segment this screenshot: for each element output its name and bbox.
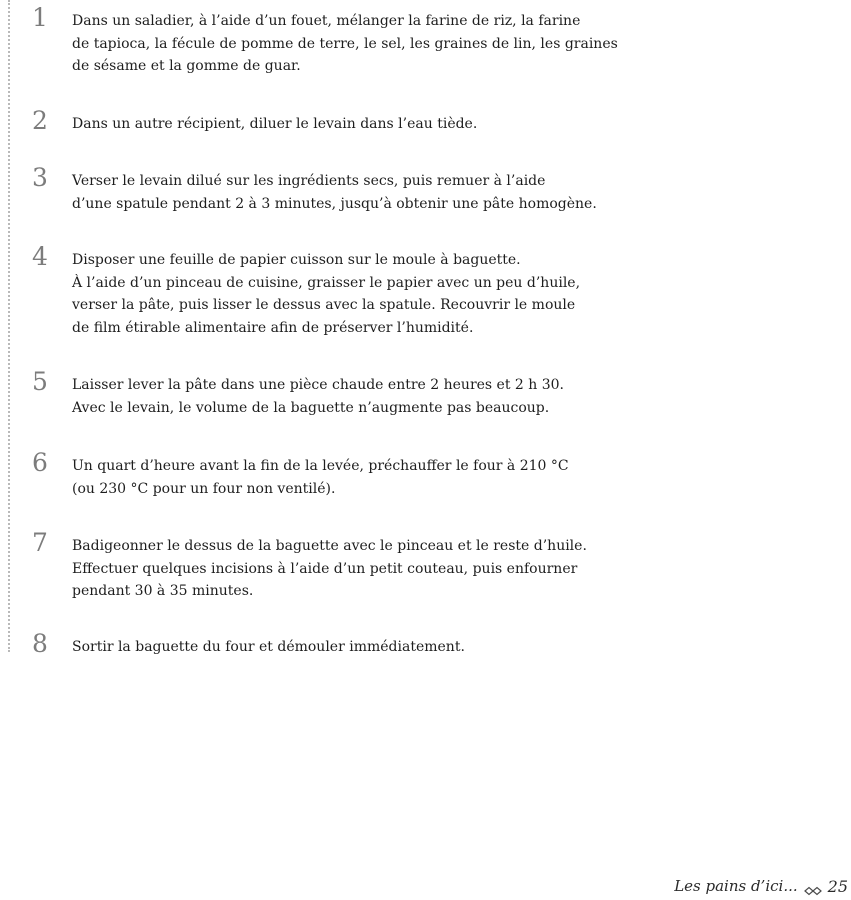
step-text: Badigeonner le dessus de la baguette avec le pinceau et le reste d’huile. Effectuer quelques incisions à l’aide d’un petit couteau, puis enfourner pendant 30 à 35 minutes. — [72, 538, 587, 599]
step-number: 8 — [32, 629, 48, 658]
step-text: Dans un autre récipient, diluer le levain dans l’eau tiède. — [72, 116, 478, 132]
page-footer — [674, 872, 848, 900]
book-title: Les pains d’ici... — [674, 877, 798, 895]
double-loop-ornament-icon — [804, 881, 822, 891]
step-text: Dans un saladier, à l’aide d’un fouet, mélanger la farine de riz, la farine de tapioca, la fécule de pomme de terre, le sel, les graines de lin, les graines de sésame et la gomme de guar. — [72, 13, 618, 74]
step-number: 2 — [32, 106, 48, 135]
step-text: Disposer une feuille de papier cuisson sur le moule à baguette. À l’aide d’un pinceau de cuisine, graisser le papier avec un peu d’huile, verser la pâte, puis lisser le dessus avec la spatule. Recouvrir le moule de film étirable alimentaire afin de préserver l’humidité. — [72, 252, 581, 336]
page-number: 25 — [827, 876, 848, 896]
step-text: Sortir la baguette du four et démouler immédiatement. — [72, 639, 465, 655]
step-number: 5 — [32, 367, 48, 396]
step-number: 3 — [32, 163, 48, 192]
step-text: Laisser lever la pâte dans une pièce chaude entre 2 heures et 2 h 30. Avec le levain, le volume de la baguette n’augmente pas beaucoup. — [72, 377, 565, 416]
step-number: 6 — [32, 448, 48, 477]
dotted-margin-rule — [8, 0, 10, 652]
step-text: Verser le levain dilué sur les ingrédients secs, puis remuer à l’aide d’une spatule pendant 2 à 3 minutes, jusqu’à obtenir une pâte homogène. — [72, 173, 597, 212]
step-number: 1 — [32, 3, 48, 32]
step-text: Un quart d’heure avant la fin de la levée, préchauffer le four à 210 °C (ou 230 °C pour un four non ventilé). — [72, 458, 569, 497]
step-number: 7 — [32, 528, 48, 557]
step-number: 4 — [32, 242, 48, 271]
